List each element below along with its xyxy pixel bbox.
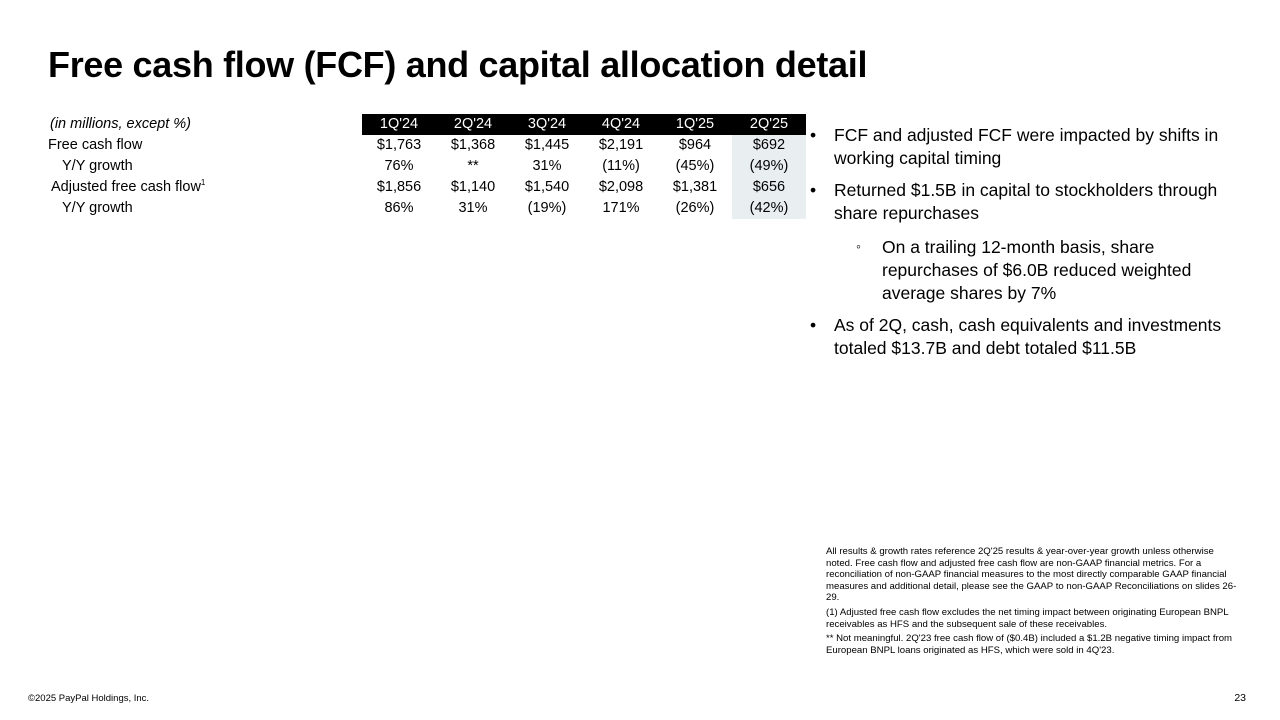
table-cell: 171%: [602, 200, 640, 216]
bullet-icon: •: [810, 125, 817, 145]
footnote-text: All results & growth rates reference 2Q'25 results & year-over-year growth unless otherwise noted. Free cash flow and adjusted free cash flow are non-GAAP financial metrics. For a reconciliation of non-GAAP financial measures to the most directly comparable GAAP financial measures and additional detail, please see the GAAP to non-GAAP Reconciliations on slides 26-29.: [826, 546, 1237, 604]
table-cell: 76%: [384, 158, 414, 174]
bullet-text: FCF and adjusted FCF were impacted by shifts in working capital timing: [834, 125, 1219, 168]
table-row: [48, 198, 806, 219]
bullet-item: [808, 314, 1228, 360]
bullet-list: [808, 124, 1228, 369]
table-cell-highlighted: $656: [732, 177, 806, 198]
table-cell: $1,856: [376, 179, 422, 195]
table-cell: $1,763: [376, 137, 422, 153]
bullet-icon: •: [810, 180, 817, 200]
table-cell: $2,191: [598, 137, 644, 153]
sub-bullet-item: [808, 236, 1228, 305]
table-cell: $1,381: [672, 179, 718, 195]
table-cell: (45%): [675, 158, 715, 174]
bullet-text: As of 2Q, cash, cash equivalents and investments totaled $13.7B and debt totaled $11.5B: [834, 315, 1222, 358]
bullet-text: Returned $1.5B in capital to stockholders through share repurchases: [834, 180, 1218, 223]
table-cell: 31%: [532, 158, 562, 174]
footnote-text: ** Not meaningful. 2Q'23 free cash flow of ($0.4B) included a $1.2B negative timing impact from European BNPL loans originated as HFS, which were sold in 4Q'23.: [826, 633, 1233, 656]
table-cell: $1,445: [524, 137, 570, 153]
column-header: 3Q'24: [510, 114, 584, 135]
table-cell: $964: [678, 137, 712, 153]
column-header: 1Q'25: [658, 114, 732, 135]
row-label: Free cash flow: [48, 137, 143, 153]
column-header: 1Q'24: [362, 114, 436, 135]
table-header-row: [48, 114, 806, 135]
sub-bullet-text: On a trailing 12-month basis, share repurchases of $6.0B reduced weighted average shares by 7%: [882, 237, 1192, 303]
table-row: [48, 177, 806, 198]
bullet-item: [808, 179, 1228, 225]
table-cell-highlighted: (42%): [732, 198, 806, 219]
table-cell: $1,368: [450, 137, 496, 153]
table-row: [48, 135, 806, 156]
table-cell: (11%): [602, 158, 640, 174]
copyright: ©2025 PayPal Holdings, Inc.: [28, 693, 150, 704]
table-cell: 86%: [384, 200, 414, 216]
table-cell: $1,540: [524, 179, 570, 195]
table-cell: (19%): [527, 200, 567, 216]
table-cell: (26%): [675, 200, 715, 216]
row-label: Y/Y growth: [62, 200, 133, 216]
footnotes: [826, 546, 1240, 659]
row-label-text: Adjusted free cash flow: [51, 179, 201, 195]
table-cell-highlighted: (49%): [732, 156, 806, 177]
row-label: [48, 177, 362, 198]
table-row: [48, 156, 806, 177]
table-cell: 31%: [458, 200, 488, 216]
bullet-icon: •: [810, 315, 817, 335]
table-cell: $2,098: [598, 179, 644, 195]
table-cell: **: [467, 158, 479, 174]
column-header: 2Q'25: [732, 114, 806, 135]
sub-bullet-icon: ◦: [856, 238, 861, 254]
column-header: 2Q'24: [436, 114, 510, 135]
footnote-text: (1) Adjusted free cash flow excludes the net timing impact between originating European BNPL receivables as HFS and the subsequent sale of these receivables.: [826, 606, 1229, 630]
fcf-table: [48, 114, 806, 219]
page-title: Free cash flow (FCF) and capital allocation detail: [48, 44, 868, 85]
column-header: 4Q'24: [584, 114, 658, 135]
bullet-item: [808, 124, 1228, 170]
table-cell: $1,140: [450, 179, 496, 195]
page-number: 23: [1234, 692, 1246, 704]
table-cell-highlighted: $692: [732, 135, 806, 156]
units-note: (in millions, except %): [50, 116, 192, 132]
footnote-marker: 1: [200, 178, 206, 188]
row-label: Y/Y growth: [62, 158, 133, 174]
